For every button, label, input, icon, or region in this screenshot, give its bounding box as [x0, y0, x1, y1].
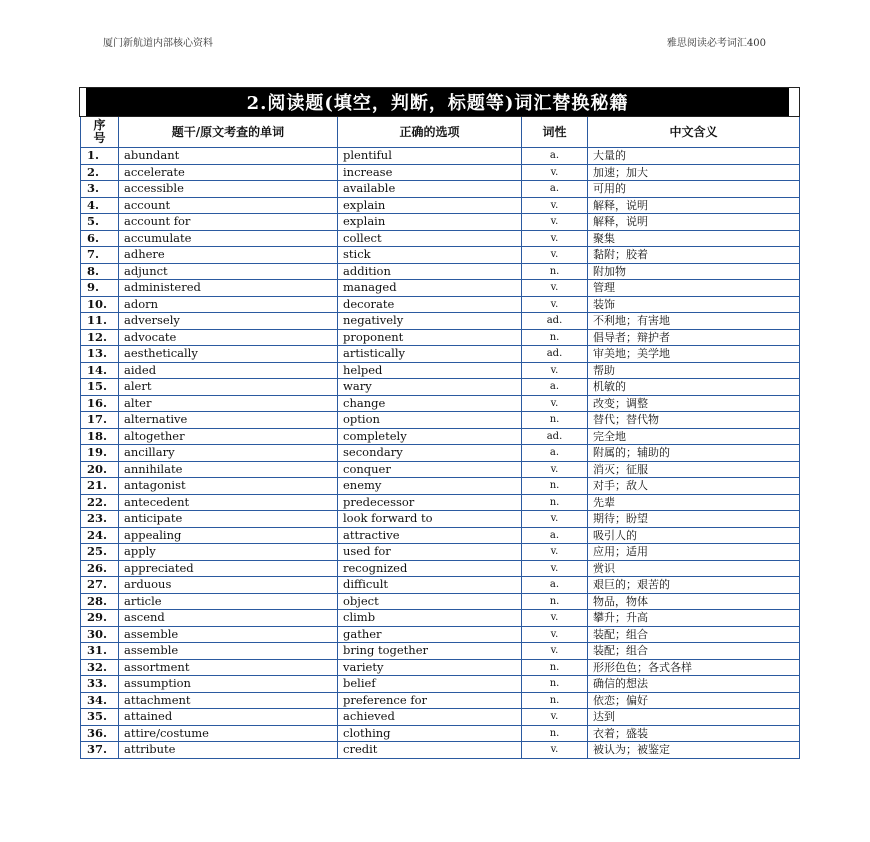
- cell-meaning: 形形色色；各式各样: [588, 659, 800, 676]
- cell-meaning: 被认为；被鉴定: [588, 742, 800, 759]
- table-row: [81, 428, 800, 445]
- cell-num: 30.: [81, 626, 119, 643]
- cell-option: enemy: [338, 478, 522, 495]
- cell-num: 7.: [81, 247, 119, 264]
- cell-meaning: 加速；加大: [588, 164, 800, 181]
- cell-num: 17.: [81, 412, 119, 429]
- cell-num: 16.: [81, 395, 119, 412]
- cell-word: aided: [119, 362, 338, 379]
- cell-num: 12.: [81, 329, 119, 346]
- cell-word: assemble: [119, 643, 338, 660]
- table-row: [81, 610, 800, 627]
- cell-num: 28.: [81, 593, 119, 610]
- cell-option: gather: [338, 626, 522, 643]
- cell-option: negatively: [338, 313, 522, 330]
- table-row: [81, 346, 800, 363]
- table-row: [81, 560, 800, 577]
- table-row: [81, 478, 800, 495]
- cell-meaning: 可用的: [588, 181, 800, 198]
- cell-meaning: 应用；适用: [588, 544, 800, 561]
- cell-option: clothing: [338, 725, 522, 742]
- cell-meaning: 解释，说明: [588, 197, 800, 214]
- table-row: [81, 412, 800, 429]
- cell-pos: a.: [522, 445, 588, 462]
- table-row: [81, 280, 800, 297]
- table-row: [81, 692, 800, 709]
- cell-word: altogether: [119, 428, 338, 445]
- cell-num: 14.: [81, 362, 119, 379]
- cell-pos: a.: [522, 379, 588, 396]
- cell-pos: n.: [522, 676, 588, 693]
- cell-meaning: 替代；替代物: [588, 412, 800, 429]
- cell-num: 20.: [81, 461, 119, 478]
- cell-word: assemble: [119, 626, 338, 643]
- cell-num: 35.: [81, 709, 119, 726]
- cell-meaning: 装配；组合: [588, 643, 800, 660]
- cell-option: artistically: [338, 346, 522, 363]
- cell-pos: v.: [522, 742, 588, 759]
- cell-pos: v.: [522, 709, 588, 726]
- cell-meaning: 完全地: [588, 428, 800, 445]
- cell-word: attire/costume: [119, 725, 338, 742]
- cell-meaning: 大量的: [588, 148, 800, 165]
- cell-pos: n.: [522, 593, 588, 610]
- cell-num: 9.: [81, 280, 119, 297]
- cell-meaning: 消灭；征服: [588, 461, 800, 478]
- cell-word: accessible: [119, 181, 338, 198]
- cell-meaning: 管理: [588, 280, 800, 297]
- table-header-row: [81, 117, 800, 148]
- cell-option: attractive: [338, 527, 522, 544]
- cell-num: 22.: [81, 494, 119, 511]
- cell-pos: n.: [522, 329, 588, 346]
- cell-word: antecedent: [119, 494, 338, 511]
- table-row: [81, 742, 800, 759]
- cell-word: accumulate: [119, 230, 338, 247]
- table-row: [81, 148, 800, 165]
- cell-meaning: 赏识: [588, 560, 800, 577]
- cell-pos: v.: [522, 560, 588, 577]
- cell-num: 2.: [81, 164, 119, 181]
- cell-pos: v.: [522, 395, 588, 412]
- cell-meaning: 附属的；辅助的: [588, 445, 800, 462]
- cell-word: accelerate: [119, 164, 338, 181]
- cell-word: annihilate: [119, 461, 338, 478]
- cell-pos: n.: [522, 659, 588, 676]
- cell-meaning: 倡导者；辩护者: [588, 329, 800, 346]
- cell-pos: v.: [522, 214, 588, 231]
- cell-meaning: 物品，物体: [588, 593, 800, 610]
- cell-num: 1.: [81, 148, 119, 165]
- cell-pos: n.: [522, 478, 588, 495]
- table-row: [81, 247, 800, 264]
- table-row: [81, 164, 800, 181]
- table-row: [81, 626, 800, 643]
- cell-option: option: [338, 412, 522, 429]
- cell-meaning: 攀升；升高: [588, 610, 800, 627]
- cell-word: apply: [119, 544, 338, 561]
- cell-meaning: 期待；盼望: [588, 511, 800, 528]
- cell-word: ancillary: [119, 445, 338, 462]
- cell-num: 6.: [81, 230, 119, 247]
- cell-meaning: 装饰: [588, 296, 800, 313]
- cell-option: variety: [338, 659, 522, 676]
- cell-option: difficult: [338, 577, 522, 594]
- cell-num: 11.: [81, 313, 119, 330]
- cell-meaning: 解释，说明: [588, 214, 800, 231]
- table-row: [81, 197, 800, 214]
- cell-word: adjunct: [119, 263, 338, 280]
- cell-option: used for: [338, 544, 522, 561]
- cell-option: achieved: [338, 709, 522, 726]
- cell-option: completely: [338, 428, 522, 445]
- col-header-meaning: 中文含义: [588, 117, 800, 148]
- cell-word: abundant: [119, 148, 338, 165]
- cell-word: aesthetically: [119, 346, 338, 363]
- cell-option: stick: [338, 247, 522, 264]
- cell-option: addition: [338, 263, 522, 280]
- col-header-number: 序号: [81, 117, 119, 148]
- cell-option: proponent: [338, 329, 522, 346]
- cell-num: 8.: [81, 263, 119, 280]
- cell-pos: n.: [522, 263, 588, 280]
- table-row: [81, 230, 800, 247]
- cell-word: alter: [119, 395, 338, 412]
- cell-num: 27.: [81, 577, 119, 594]
- cell-pos: v.: [522, 626, 588, 643]
- cell-word: alternative: [119, 412, 338, 429]
- cell-option: predecessor: [338, 494, 522, 511]
- cell-word: adorn: [119, 296, 338, 313]
- cell-num: 32.: [81, 659, 119, 676]
- cell-meaning: 对手；敌人: [588, 478, 800, 495]
- cell-pos: v.: [522, 362, 588, 379]
- cell-num: 26.: [81, 560, 119, 577]
- cell-option: decorate: [338, 296, 522, 313]
- cell-pos: v.: [522, 164, 588, 181]
- vocab-table: [80, 116, 800, 759]
- cell-pos: v.: [522, 610, 588, 627]
- cell-meaning: 聚集: [588, 230, 800, 247]
- cell-word: appreciated: [119, 560, 338, 577]
- cell-meaning: 装配；组合: [588, 626, 800, 643]
- cell-pos: v.: [522, 461, 588, 478]
- cell-meaning: 先辈: [588, 494, 800, 511]
- col-header-option: 正确的选项: [338, 117, 522, 148]
- cell-pos: v.: [522, 296, 588, 313]
- cell-word: attribute: [119, 742, 338, 759]
- cell-num: 21.: [81, 478, 119, 495]
- cell-meaning: 改变；调整: [588, 395, 800, 412]
- section-title: 2.阅读题(填空，判断，标题等)词汇替换秘籍: [80, 88, 799, 116]
- cell-word: ascend: [119, 610, 338, 627]
- col-header-pos: 词性: [522, 117, 588, 148]
- cell-option: collect: [338, 230, 522, 247]
- cell-meaning: 艰巨的；艰苦的: [588, 577, 800, 594]
- cell-meaning: 帮助: [588, 362, 800, 379]
- cell-pos: a.: [522, 148, 588, 165]
- cell-word: article: [119, 593, 338, 610]
- cell-pos: v.: [522, 544, 588, 561]
- cell-num: 36.: [81, 725, 119, 742]
- table-row: [81, 379, 800, 396]
- cell-option: explain: [338, 197, 522, 214]
- cell-num: 19.: [81, 445, 119, 462]
- cell-option: credit: [338, 742, 522, 759]
- table-row: [81, 577, 800, 594]
- cell-meaning: 衣着；盛装: [588, 725, 800, 742]
- table-row: [81, 461, 800, 478]
- cell-word: alert: [119, 379, 338, 396]
- cell-num: 13.: [81, 346, 119, 363]
- cell-num: 25.: [81, 544, 119, 561]
- cell-word: account: [119, 197, 338, 214]
- cell-word: antagonist: [119, 478, 338, 495]
- table-row: [81, 296, 800, 313]
- cell-option: change: [338, 395, 522, 412]
- cell-pos: v.: [522, 197, 588, 214]
- cell-option: available: [338, 181, 522, 198]
- cell-meaning: 审美地；美学地: [588, 346, 800, 363]
- cell-pos: ad.: [522, 428, 588, 445]
- cell-meaning: 依恋；偏好: [588, 692, 800, 709]
- cell-option: explain: [338, 214, 522, 231]
- cell-option: climb: [338, 610, 522, 627]
- table-row: [81, 329, 800, 346]
- cell-word: anticipate: [119, 511, 338, 528]
- cell-option: conquer: [338, 461, 522, 478]
- cell-option: preference for: [338, 692, 522, 709]
- cell-num: 3.: [81, 181, 119, 198]
- cell-word: administered: [119, 280, 338, 297]
- cell-pos: a.: [522, 577, 588, 594]
- cell-option: helped: [338, 362, 522, 379]
- cell-num: 10.: [81, 296, 119, 313]
- table-row: [81, 445, 800, 462]
- cell-pos: v.: [522, 643, 588, 660]
- cell-pos: n.: [522, 725, 588, 742]
- table-row: [81, 643, 800, 660]
- cell-word: attained: [119, 709, 338, 726]
- table-row: [81, 725, 800, 742]
- cell-pos: v.: [522, 511, 588, 528]
- cell-pos: v.: [522, 280, 588, 297]
- cell-meaning: 达到: [588, 709, 800, 726]
- cell-meaning: 确信的想法: [588, 676, 800, 693]
- cell-word: assortment: [119, 659, 338, 676]
- cell-meaning: 吸引人的: [588, 527, 800, 544]
- cell-word: account for: [119, 214, 338, 231]
- cell-meaning: 附加物: [588, 263, 800, 280]
- table-row: [81, 181, 800, 198]
- table-row: [81, 527, 800, 544]
- cell-meaning: 黏附；胶着: [588, 247, 800, 264]
- cell-option: plentiful: [338, 148, 522, 165]
- table-row: [81, 676, 800, 693]
- table-row: [81, 494, 800, 511]
- cell-word: assumption: [119, 676, 338, 693]
- cell-option: wary: [338, 379, 522, 396]
- cell-word: arduous: [119, 577, 338, 594]
- cell-pos: ad.: [522, 346, 588, 363]
- vocab-section: [80, 88, 799, 759]
- cell-word: adversely: [119, 313, 338, 330]
- cell-pos: ad.: [522, 313, 588, 330]
- cell-option: look forward to: [338, 511, 522, 528]
- cell-option: managed: [338, 280, 522, 297]
- table-row: [81, 263, 800, 280]
- cell-pos: n.: [522, 412, 588, 429]
- cell-option: increase: [338, 164, 522, 181]
- cell-num: 29.: [81, 610, 119, 627]
- cell-option: recognized: [338, 560, 522, 577]
- cell-option: secondary: [338, 445, 522, 462]
- table-row: [81, 511, 800, 528]
- table-row: [81, 214, 800, 231]
- cell-num: 31.: [81, 643, 119, 660]
- cell-num: 4.: [81, 197, 119, 214]
- header-right: 雅思阅读必考词汇400: [666, 38, 766, 49]
- cell-word: adhere: [119, 247, 338, 264]
- cell-num: 23.: [81, 511, 119, 528]
- cell-pos: n.: [522, 494, 588, 511]
- col-header-word: 题干/原文考查的单词: [119, 117, 338, 148]
- table-row: [81, 593, 800, 610]
- table-row: [81, 659, 800, 676]
- cell-num: 15.: [81, 379, 119, 396]
- cell-word: advocate: [119, 329, 338, 346]
- cell-pos: a.: [522, 181, 588, 198]
- table-row: [81, 395, 800, 412]
- cell-num: 33.: [81, 676, 119, 693]
- cell-word: attachment: [119, 692, 338, 709]
- cell-option: object: [338, 593, 522, 610]
- cell-num: 24.: [81, 527, 119, 544]
- table-row: [81, 362, 800, 379]
- table-row: [81, 709, 800, 726]
- cell-pos: v.: [522, 230, 588, 247]
- cell-pos: n.: [522, 692, 588, 709]
- table-row: [81, 313, 800, 330]
- cell-word: appealing: [119, 527, 338, 544]
- cell-option: bring together: [338, 643, 522, 660]
- cell-num: 34.: [81, 692, 119, 709]
- cell-num: 37.: [81, 742, 119, 759]
- cell-option: belief: [338, 676, 522, 693]
- cell-meaning: 不利地；有害地: [588, 313, 800, 330]
- cell-meaning: 机敏的: [588, 379, 800, 396]
- cell-pos: a.: [522, 527, 588, 544]
- cell-pos: v.: [522, 247, 588, 264]
- header-left: 厦门新航道内部核心资料: [103, 38, 213, 49]
- cell-num: 18.: [81, 428, 119, 445]
- table-row: [81, 544, 800, 561]
- cell-num: 5.: [81, 214, 119, 231]
